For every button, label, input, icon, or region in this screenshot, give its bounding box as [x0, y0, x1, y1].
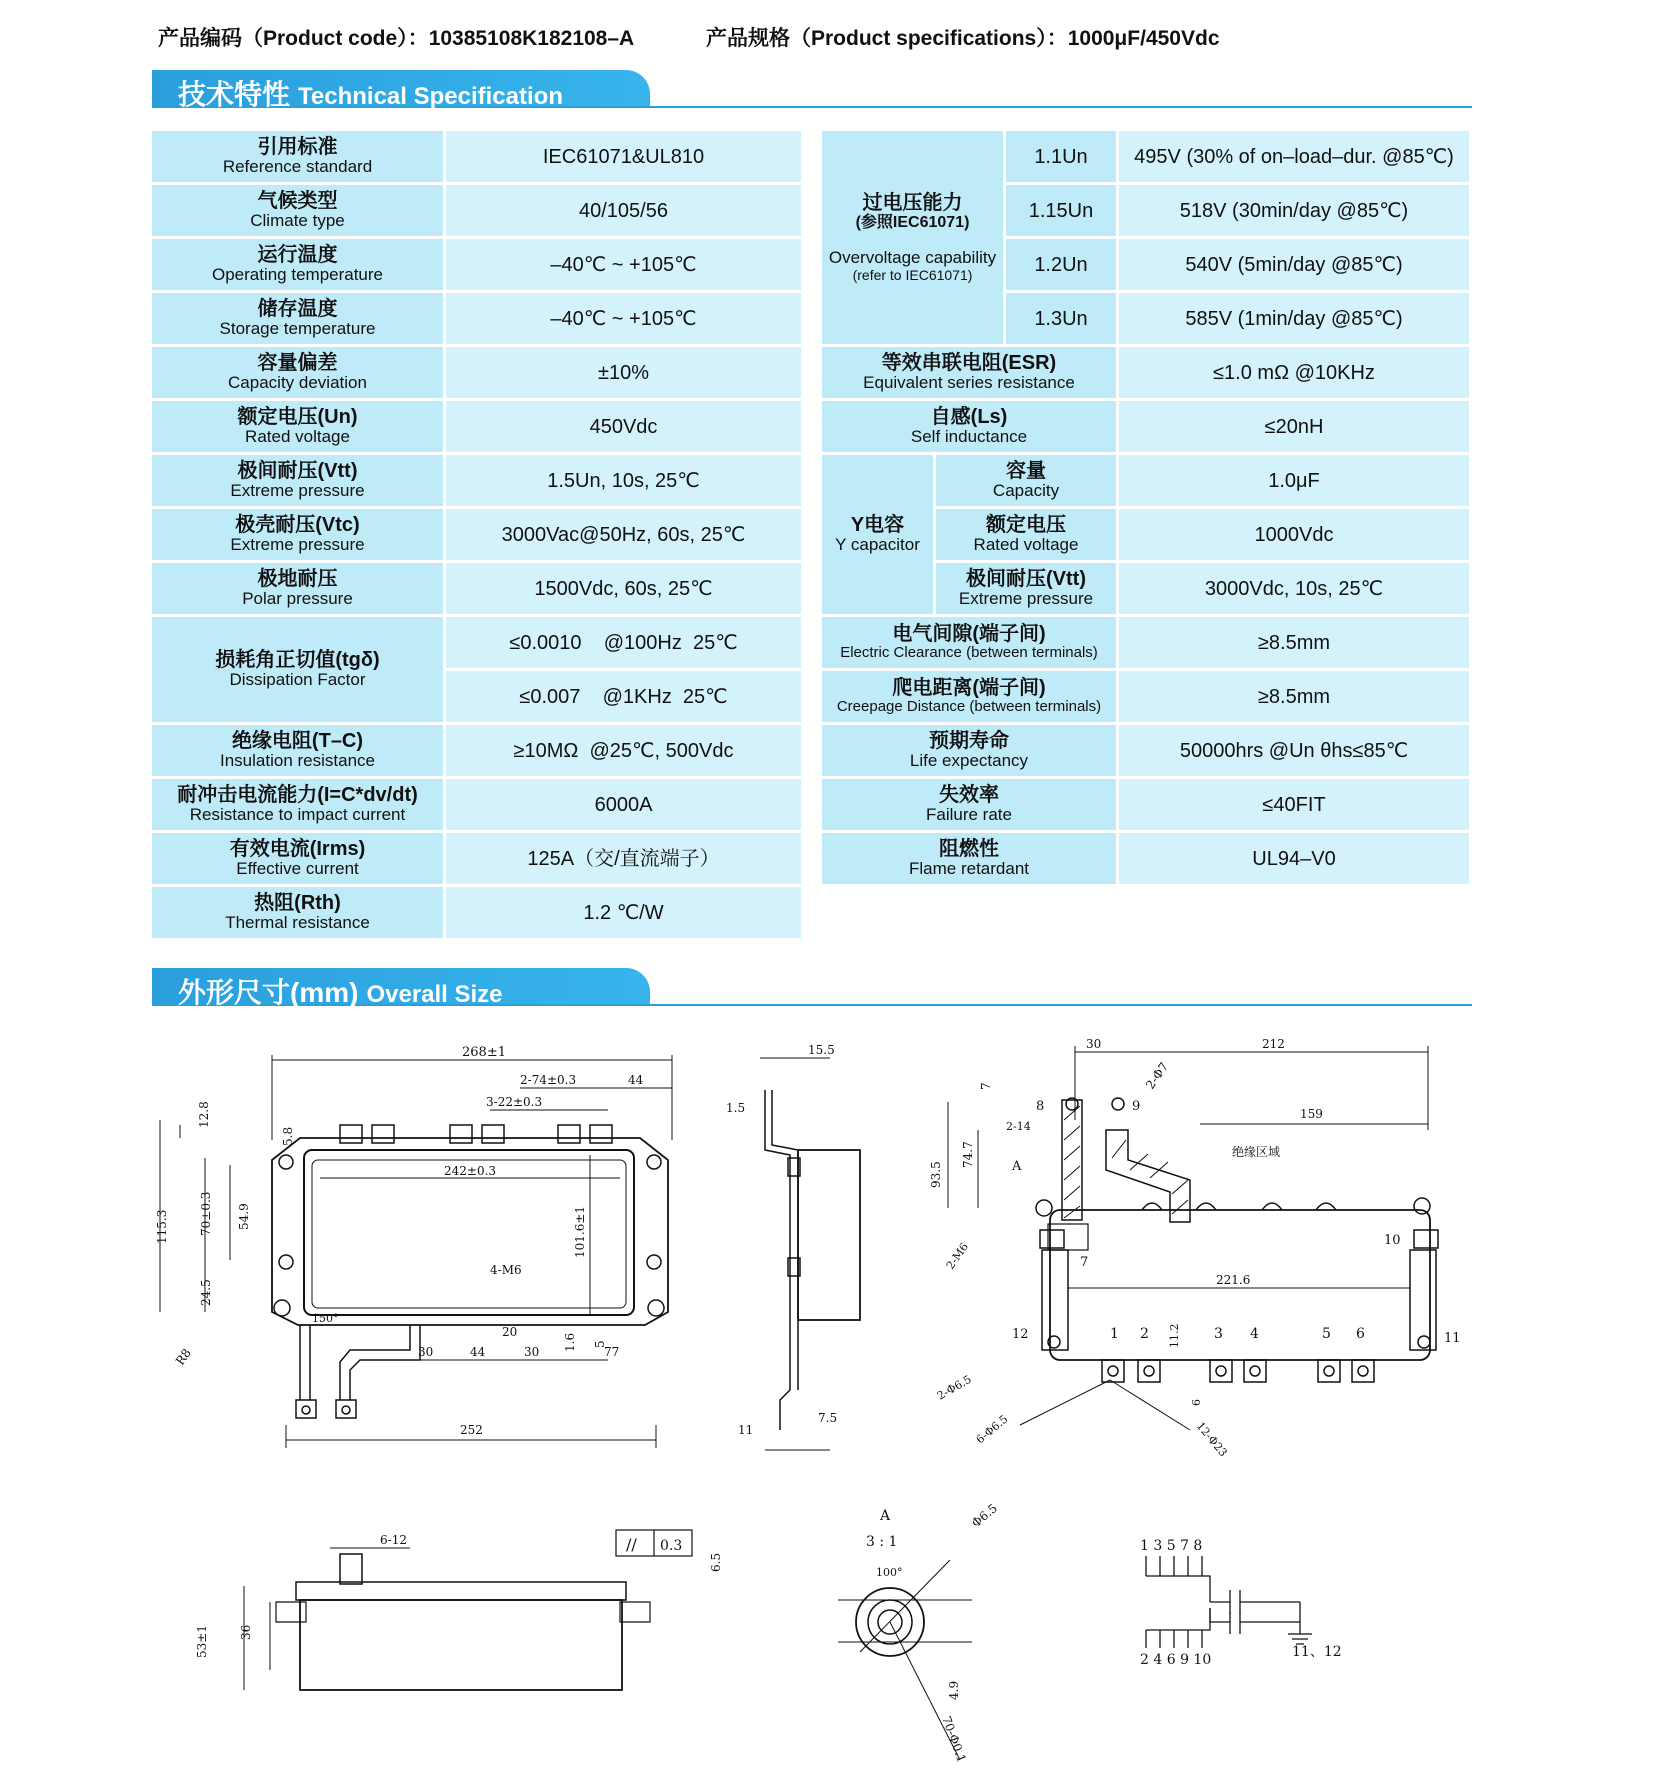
detail-scale: 3 : 1 — [866, 1534, 898, 1550]
dim-label: 93.5 — [929, 1161, 943, 1188]
dim-label: 30 — [524, 1345, 540, 1359]
schematic-top-pins: 1 3 5 7 8 — [1140, 1538, 1203, 1554]
side-body — [798, 1150, 860, 1320]
ycap-sub-label — [936, 563, 1119, 617]
ls-label — [822, 401, 1119, 455]
spec-label-en: Capacity deviation — [228, 373, 367, 393]
overvoltage-en: Overvoltage capability — [828, 248, 997, 268]
tail-label — [822, 671, 1119, 725]
tail-zh: 预期寿命 — [929, 730, 1009, 753]
spec-label-en: Polar pressure — [242, 589, 353, 609]
spec-label-zh: 运行温度 — [257, 244, 338, 267]
tail-zh: 电气间隙(端子间) — [892, 623, 1046, 646]
ycap-sub-zh: 容量 — [1006, 460, 1046, 483]
ycap-label — [822, 455, 936, 617]
spec-value: 125A（交/直流端子） — [446, 833, 804, 887]
spec-label-zh: 耐冲击电流能力(I=C*dv/dt) — [177, 784, 418, 807]
top-view — [929, 1037, 1461, 1459]
spec-row — [152, 509, 804, 563]
dim-label: 7 — [1080, 1255, 1089, 1270]
ycap-sub-label — [936, 455, 1119, 509]
esr-label — [822, 347, 1119, 401]
tail-label — [822, 833, 1119, 887]
dim-label: 6 — [1190, 1399, 1203, 1406]
spec-label-en: Extreme pressure — [230, 481, 365, 501]
spec-label — [152, 509, 446, 563]
spec-label-zh: 绝缘电阻(T–C) — [231, 730, 364, 753]
spec-value: ≥10MΩ @25℃, 500Vdc — [446, 725, 804, 779]
dim-label: 4.9 — [947, 1680, 961, 1700]
spec-label — [152, 833, 446, 887]
spec-label — [152, 455, 446, 509]
product-spec: 1000μF/450Vdc — [1067, 27, 1220, 50]
ov-key: 1.15Un — [1006, 185, 1119, 239]
spec-row — [152, 833, 804, 887]
ov-value: 495V (30% of on–load–dur. @85℃) — [1119, 131, 1472, 185]
spec-label — [152, 185, 446, 239]
overvoltage-ref-en: (refer to IEC61071) — [852, 266, 973, 283]
dim-label: 10 — [1384, 1233, 1401, 1248]
mount-hole — [648, 1300, 664, 1316]
spec-label-zh: 气候类型 — [257, 190, 338, 213]
dim-label: 150° — [312, 1312, 339, 1325]
tail-label — [822, 725, 1119, 779]
spec-label-zh: 储存温度 — [257, 298, 338, 321]
spec-row — [152, 779, 804, 833]
ov-key: 1.2Un — [1006, 239, 1119, 293]
mount-hole — [647, 1155, 661, 1169]
tail-value: UL94–V0 — [1119, 833, 1472, 887]
schematic — [1140, 1538, 1342, 1668]
section-title-en: Technical Specification — [298, 83, 563, 110]
terminal — [1318, 1360, 1340, 1382]
dim-label: 12.8 — [197, 1101, 211, 1128]
spec-row — [152, 185, 804, 239]
product-code-line — [158, 22, 634, 52]
spec-row — [152, 455, 804, 509]
dim-label: 6.5 — [709, 1552, 723, 1572]
spec-value: 3000Vac@50Hz, 60s, 25℃ — [446, 509, 804, 563]
terminal — [558, 1125, 580, 1143]
dim-label: 12-Φ23 — [1193, 1419, 1230, 1460]
terminal-number: 5 — [1322, 1326, 1331, 1342]
dim-label: 4-M6 — [490, 1263, 522, 1277]
spec-label — [152, 725, 446, 779]
mount-hole — [274, 1300, 290, 1316]
dim-label: 2-Φ7 — [1142, 1059, 1172, 1092]
ycap-sub-en: Rated voltage — [973, 535, 1079, 555]
spec-label — [152, 131, 446, 185]
ov-key: 1.3Un — [1006, 293, 1119, 347]
spec-value: ≤0.0010 @100Hz 25℃ — [446, 617, 804, 671]
dim-label: 20 — [502, 1325, 518, 1339]
dim-label: R8 — [172, 1346, 195, 1368]
dim-label: 8 — [1036, 1099, 1045, 1114]
ycap-sub-en: Extreme pressure — [958, 589, 1094, 609]
spec-row — [152, 347, 804, 401]
spec-row — [152, 293, 804, 347]
spec-label-en: Climate type — [250, 211, 345, 231]
section-title — [178, 971, 503, 1011]
dim-label: 5.8 — [281, 1126, 295, 1146]
tail-value: ≤40FIT — [1119, 779, 1472, 833]
spec-label-zh: 热阻(Rth) — [254, 892, 341, 915]
dim-label: Φ6.5 — [968, 1500, 1001, 1531]
spec-row — [152, 617, 804, 671]
dim-label: 1.5 — [726, 1101, 746, 1115]
ls-en: Self inductance — [910, 427, 1028, 447]
spec-label-zh: 损耗角正切值(tgδ) — [215, 649, 380, 672]
tail-label — [822, 779, 1119, 833]
esr-en: Equivalent series resistance — [863, 373, 1075, 393]
spec-label — [152, 347, 446, 401]
parallel-symbol: // — [626, 1535, 637, 1554]
ycap-sub-zh: 极间耐压(Vtt) — [966, 568, 1086, 591]
esr-zh: 等效串联电阻(ESR) — [881, 352, 1057, 375]
dim-label: 159 — [1300, 1107, 1323, 1121]
front-view — [155, 1045, 672, 1448]
terminal-number: 2 — [1140, 1326, 1149, 1342]
dim-label: 2-14 — [1006, 1120, 1031, 1133]
terminal-number: 4 — [1250, 1326, 1259, 1342]
product-spec-line — [706, 22, 1220, 52]
spec-value: –40℃ ~ +105℃ — [446, 293, 804, 347]
spec-label — [152, 401, 446, 455]
spec-label — [152, 887, 446, 941]
ycap-sub-en: Capacity — [992, 481, 1060, 501]
section-title-zh: 外形尺寸(mm) — [178, 977, 359, 1008]
ls-value: ≤20nH — [1119, 401, 1472, 455]
section-title — [178, 73, 563, 113]
dim-label: 268±1 — [462, 1045, 506, 1060]
terminal — [372, 1125, 394, 1143]
dim-label: 100° — [876, 1566, 903, 1579]
spec-label — [152, 239, 446, 293]
dim-label: 11 — [1444, 1331, 1461, 1346]
overvoltage-label — [822, 131, 1006, 347]
tail-value: ≥8.5mm — [1119, 671, 1472, 725]
tail-en: Failure rate — [926, 805, 1012, 825]
tail-value: ≥8.5mm — [1119, 617, 1472, 671]
esr-value: ≤1.0 mΩ @10KHz — [1119, 347, 1472, 401]
spec-label-en: Reference standard — [222, 157, 373, 177]
spec-label-zh: 极地耐压 — [257, 568, 338, 591]
spec-label — [152, 779, 446, 833]
dim-label: 44 — [470, 1345, 486, 1359]
mount-hole — [1418, 1336, 1430, 1348]
spec-label-en: Effective current — [236, 859, 359, 879]
dim-label: 7.5 — [818, 1411, 838, 1425]
spec-label-en: Extreme pressure — [230, 535, 365, 555]
spec-label — [152, 293, 446, 347]
dim-label: 6-12 — [380, 1533, 407, 1547]
side-body — [300, 1600, 622, 1690]
dim-label: 15.5 — [808, 1043, 835, 1057]
spec-label-en: Operating temperature — [211, 265, 384, 285]
dim-label: 11 — [738, 1423, 754, 1437]
ycap-en: Y capacitor — [835, 535, 920, 555]
terminal — [482, 1125, 504, 1143]
dim-label: 54.9 — [237, 1203, 251, 1230]
spec-value: 1.2 ℃/W — [446, 887, 804, 941]
spec-label — [152, 617, 446, 725]
terminal — [1244, 1360, 1266, 1382]
spec-label-zh: 极壳耐压(Vtc) — [235, 514, 360, 537]
spec-value: ±10% — [446, 347, 804, 401]
schematic-bottom-pins: 2 4 6 9 10 — [1140, 1652, 1212, 1668]
dim-label: 36 — [239, 1624, 253, 1640]
terminal-number: 3 — [1214, 1326, 1223, 1342]
terminal-number: 6 — [1356, 1326, 1365, 1342]
ov-key: 1.1Un — [1006, 131, 1119, 185]
dim-label: 70-Φ0.1 — [939, 1714, 969, 1765]
detail-a — [838, 1501, 1000, 1764]
tail-label — [822, 617, 1119, 671]
dim-label: 70±0.3 — [199, 1191, 213, 1236]
terminal — [1138, 1360, 1160, 1382]
dim-label: 101.6±1 — [573, 1205, 587, 1258]
spec-value: 450Vdc — [446, 401, 804, 455]
left-spec-table — [152, 131, 804, 941]
product-code-label: 产品编码（Product code）： — [158, 27, 429, 50]
spec-label-zh: 极间耐压(Vtt) — [237, 460, 358, 483]
spec-label-zh: 额定电压(Un) — [237, 406, 358, 429]
dim-label: 77 — [604, 1345, 620, 1359]
dim-label: 30 — [1086, 1037, 1102, 1051]
section-overall-size — [152, 968, 1472, 1006]
spec-label-en: Thermal resistance — [225, 913, 370, 933]
dim-label: 2-74±0.3 — [520, 1073, 577, 1087]
right-spec-table — [822, 131, 1472, 887]
dim-label: 53±1 — [195, 1625, 209, 1658]
tail-zh: 爬电距离(端子间) — [892, 677, 1046, 700]
spec-label-en: Dissipation Factor — [229, 670, 366, 690]
section-title-en: Overall Size — [366, 981, 503, 1008]
ov-value: 540V (5min/day @85℃) — [1119, 239, 1472, 293]
mount-hole — [647, 1255, 661, 1269]
terminal-number: 1 — [1110, 1326, 1119, 1342]
terminal — [340, 1125, 362, 1143]
ycap-zh: Y电容 — [850, 514, 905, 537]
dim-label: 7 — [979, 1082, 993, 1090]
dim-label: 252 — [460, 1423, 483, 1437]
mount-hole — [1036, 1200, 1052, 1216]
spec-value: 6000A — [446, 779, 804, 833]
side-view — [726, 1043, 860, 1450]
spec-label-zh: 引用标准 — [257, 136, 338, 159]
tail-en: Electric Clearance (between terminals) — [840, 644, 1098, 662]
mount-hole — [279, 1255, 293, 1269]
dim-label: 242±0.3 — [444, 1164, 497, 1178]
spec-label — [152, 563, 446, 617]
spec-value: ≤0.007 @1KHz 25℃ — [446, 671, 804, 725]
ycap-sub-zh: 额定电压 — [986, 514, 1066, 537]
terminal — [1210, 1360, 1232, 1382]
dim-label: 74.7 — [961, 1141, 975, 1168]
dim-label: 44 — [628, 1073, 644, 1087]
dim-label: 2-M6 — [943, 1240, 972, 1272]
spec-row — [152, 239, 804, 293]
dim-label: 5 — [593, 1340, 607, 1348]
tail-zh: 失效率 — [939, 784, 999, 807]
detail-label: A — [880, 1508, 891, 1524]
ls-zh: 自感(Ls) — [930, 406, 1008, 429]
spec-value: –40℃ ~ +105℃ — [446, 239, 804, 293]
tail-en: Creepage Distance (between terminals) — [836, 698, 1102, 716]
spec-row — [152, 725, 804, 779]
spec-value: 40/105/56 — [446, 185, 804, 239]
spec-value: IEC61071&UL810 — [446, 131, 804, 185]
spec-label-zh: 容量偏差 — [257, 352, 338, 375]
ov-value: 518V (30min/day @85℃) — [1119, 185, 1472, 239]
dim-label: A — [1012, 1159, 1022, 1174]
overvoltage-ref-zh: (参照IEC61071) — [855, 213, 970, 231]
schematic-ground-pins: 11、12 — [1292, 1644, 1342, 1660]
dim-label: 221.6 — [1216, 1273, 1251, 1287]
dim-label: 绝缘区域 — [1232, 1145, 1281, 1159]
terminal — [450, 1125, 472, 1143]
dim-label: 6-Φ6.5 — [973, 1412, 1011, 1447]
dim-label: 115.3 — [155, 1209, 169, 1244]
spec-label-en: Resistance to impact current — [189, 805, 406, 825]
terminal — [590, 1125, 612, 1143]
spec-row — [152, 401, 804, 455]
spec-label-en: Insulation resistance — [220, 751, 375, 771]
spec-row — [152, 563, 804, 617]
dim-label: 0.3 — [660, 1538, 683, 1554]
overall-size-drawing — [0, 1030, 1678, 1770]
dim-label: 30 — [418, 1345, 434, 1359]
dim-label: 3-22±0.3 — [486, 1095, 543, 1109]
ov-value: 585V (1min/day @85℃) — [1119, 293, 1472, 347]
spec-label-zh: 有效电流(Irms) — [229, 838, 366, 861]
ycap-value: 1000Vdc — [1119, 509, 1472, 563]
dim-label: 1.6 — [563, 1332, 577, 1352]
spec-row — [152, 131, 804, 185]
spec-label-en: Rated voltage — [245, 427, 350, 447]
spec-value: 1.5Un, 10s, 25℃ — [446, 455, 804, 509]
mount-hole — [279, 1155, 293, 1169]
section-technical-spec — [152, 70, 1472, 108]
ycap-value: 1.0μF — [1119, 455, 1472, 509]
dim-label: 12 — [1012, 1327, 1029, 1342]
dim-label: 2-Φ6.5 — [935, 1372, 974, 1403]
tail-en: Life expectancy — [909, 751, 1029, 771]
terminal — [1352, 1360, 1374, 1382]
spec-label-en: Storage temperature — [219, 319, 376, 339]
dim-label: 9 — [1132, 1099, 1141, 1114]
terminal — [1102, 1360, 1124, 1382]
spec-value: 1500Vdc, 60s, 25℃ — [446, 563, 804, 617]
tail-zh: 阻燃性 — [939, 838, 999, 861]
dim-label: 24.5 — [199, 1279, 213, 1306]
product-spec-label: 产品规格（Product specifications）： — [706, 27, 1068, 50]
section-title-zh: 技术特性 — [178, 79, 291, 110]
spec-row — [152, 887, 804, 941]
ycap-value: 3000Vdc, 10s, 25℃ — [1119, 563, 1472, 617]
overvoltage-zh: 过电压能力 — [862, 191, 963, 214]
ycap-sub-label — [936, 509, 1119, 563]
tail-value: 50000hrs @Un θhs≤85℃ — [1119, 725, 1472, 779]
dim-label: 212 — [1262, 1037, 1285, 1051]
bottom-side-view — [195, 1530, 723, 1690]
mount-hole — [1414, 1198, 1430, 1214]
tail-en: Flame retardant — [909, 859, 1029, 879]
dim-label: 11.2 — [1168, 1323, 1181, 1348]
product-code: 10385108K182108–A — [428, 27, 635, 50]
